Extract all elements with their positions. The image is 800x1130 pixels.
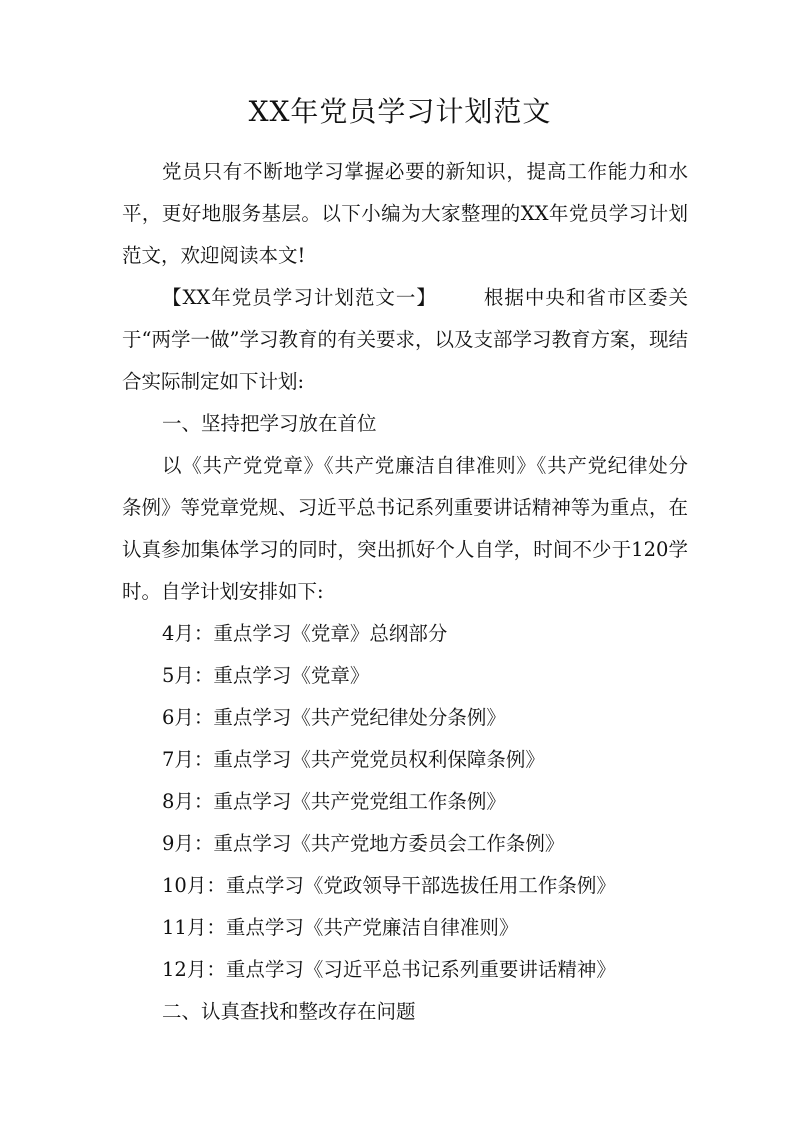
intro-paragraph: 党员只有不断地学习掌握必要的新知识，提高工作能力和水平，更好地服务基层。以下小编为大家整理的XX年党员学习计划范文，欢迎阅读本文!: [122, 160, 688, 267]
section-text: 根据中央和省市区委关于“两学一做”学习教育的有关要求，以及支部学习教育方案，现结合实际制定如下计划:: [122, 286, 688, 393]
schedule-item: 4月：重点学习《党章》总纲部分: [162, 622, 448, 645]
section-heading: 【XX年党员学习计划范文一】: [162, 286, 437, 309]
document-body: [122, 151, 688, 1033]
schedule-item: 7月：重点学习《共产党党员权利保障条例》: [162, 748, 545, 771]
schedule-item: 5月：重点学习《党章》: [162, 664, 370, 687]
heading-two: 二、认真查找和整改存在问题: [162, 1000, 416, 1023]
section-paragraph: [122, 277, 688, 403]
schedule-item: 9月：重点学习《共产党地方委员会工作条例》: [162, 832, 565, 855]
schedule-item: 8月：重点学习《共产党党组工作条例》: [162, 790, 506, 813]
schedule-item: 10月：重点学习《党政领导干部选拔任用工作条例》: [162, 874, 616, 897]
heading-one: 一、坚持把学习放在首位: [162, 412, 377, 435]
schedule-item: 6月：重点学习《共产党纪律处分条例》: [162, 706, 506, 729]
document-title: XX年党员学习计划范文: [248, 95, 552, 128]
schedule-item: 11月：重点学习《共产党廉洁自律准则》: [162, 916, 519, 939]
schedule-item: 12月：重点学习《习近平总书记系列重要讲话精神》: [162, 958, 616, 981]
paragraph-one: 以《共产党党章》《共产党廉洁自律准则》《共产党纪律处分条例》等党章党规、习近平总书记系列重要讲话精神等为重点，在认真参加集体学习的同时，突出抓好个人自学，时间不少于120学时。自学计划安排如下:: [122, 454, 688, 603]
